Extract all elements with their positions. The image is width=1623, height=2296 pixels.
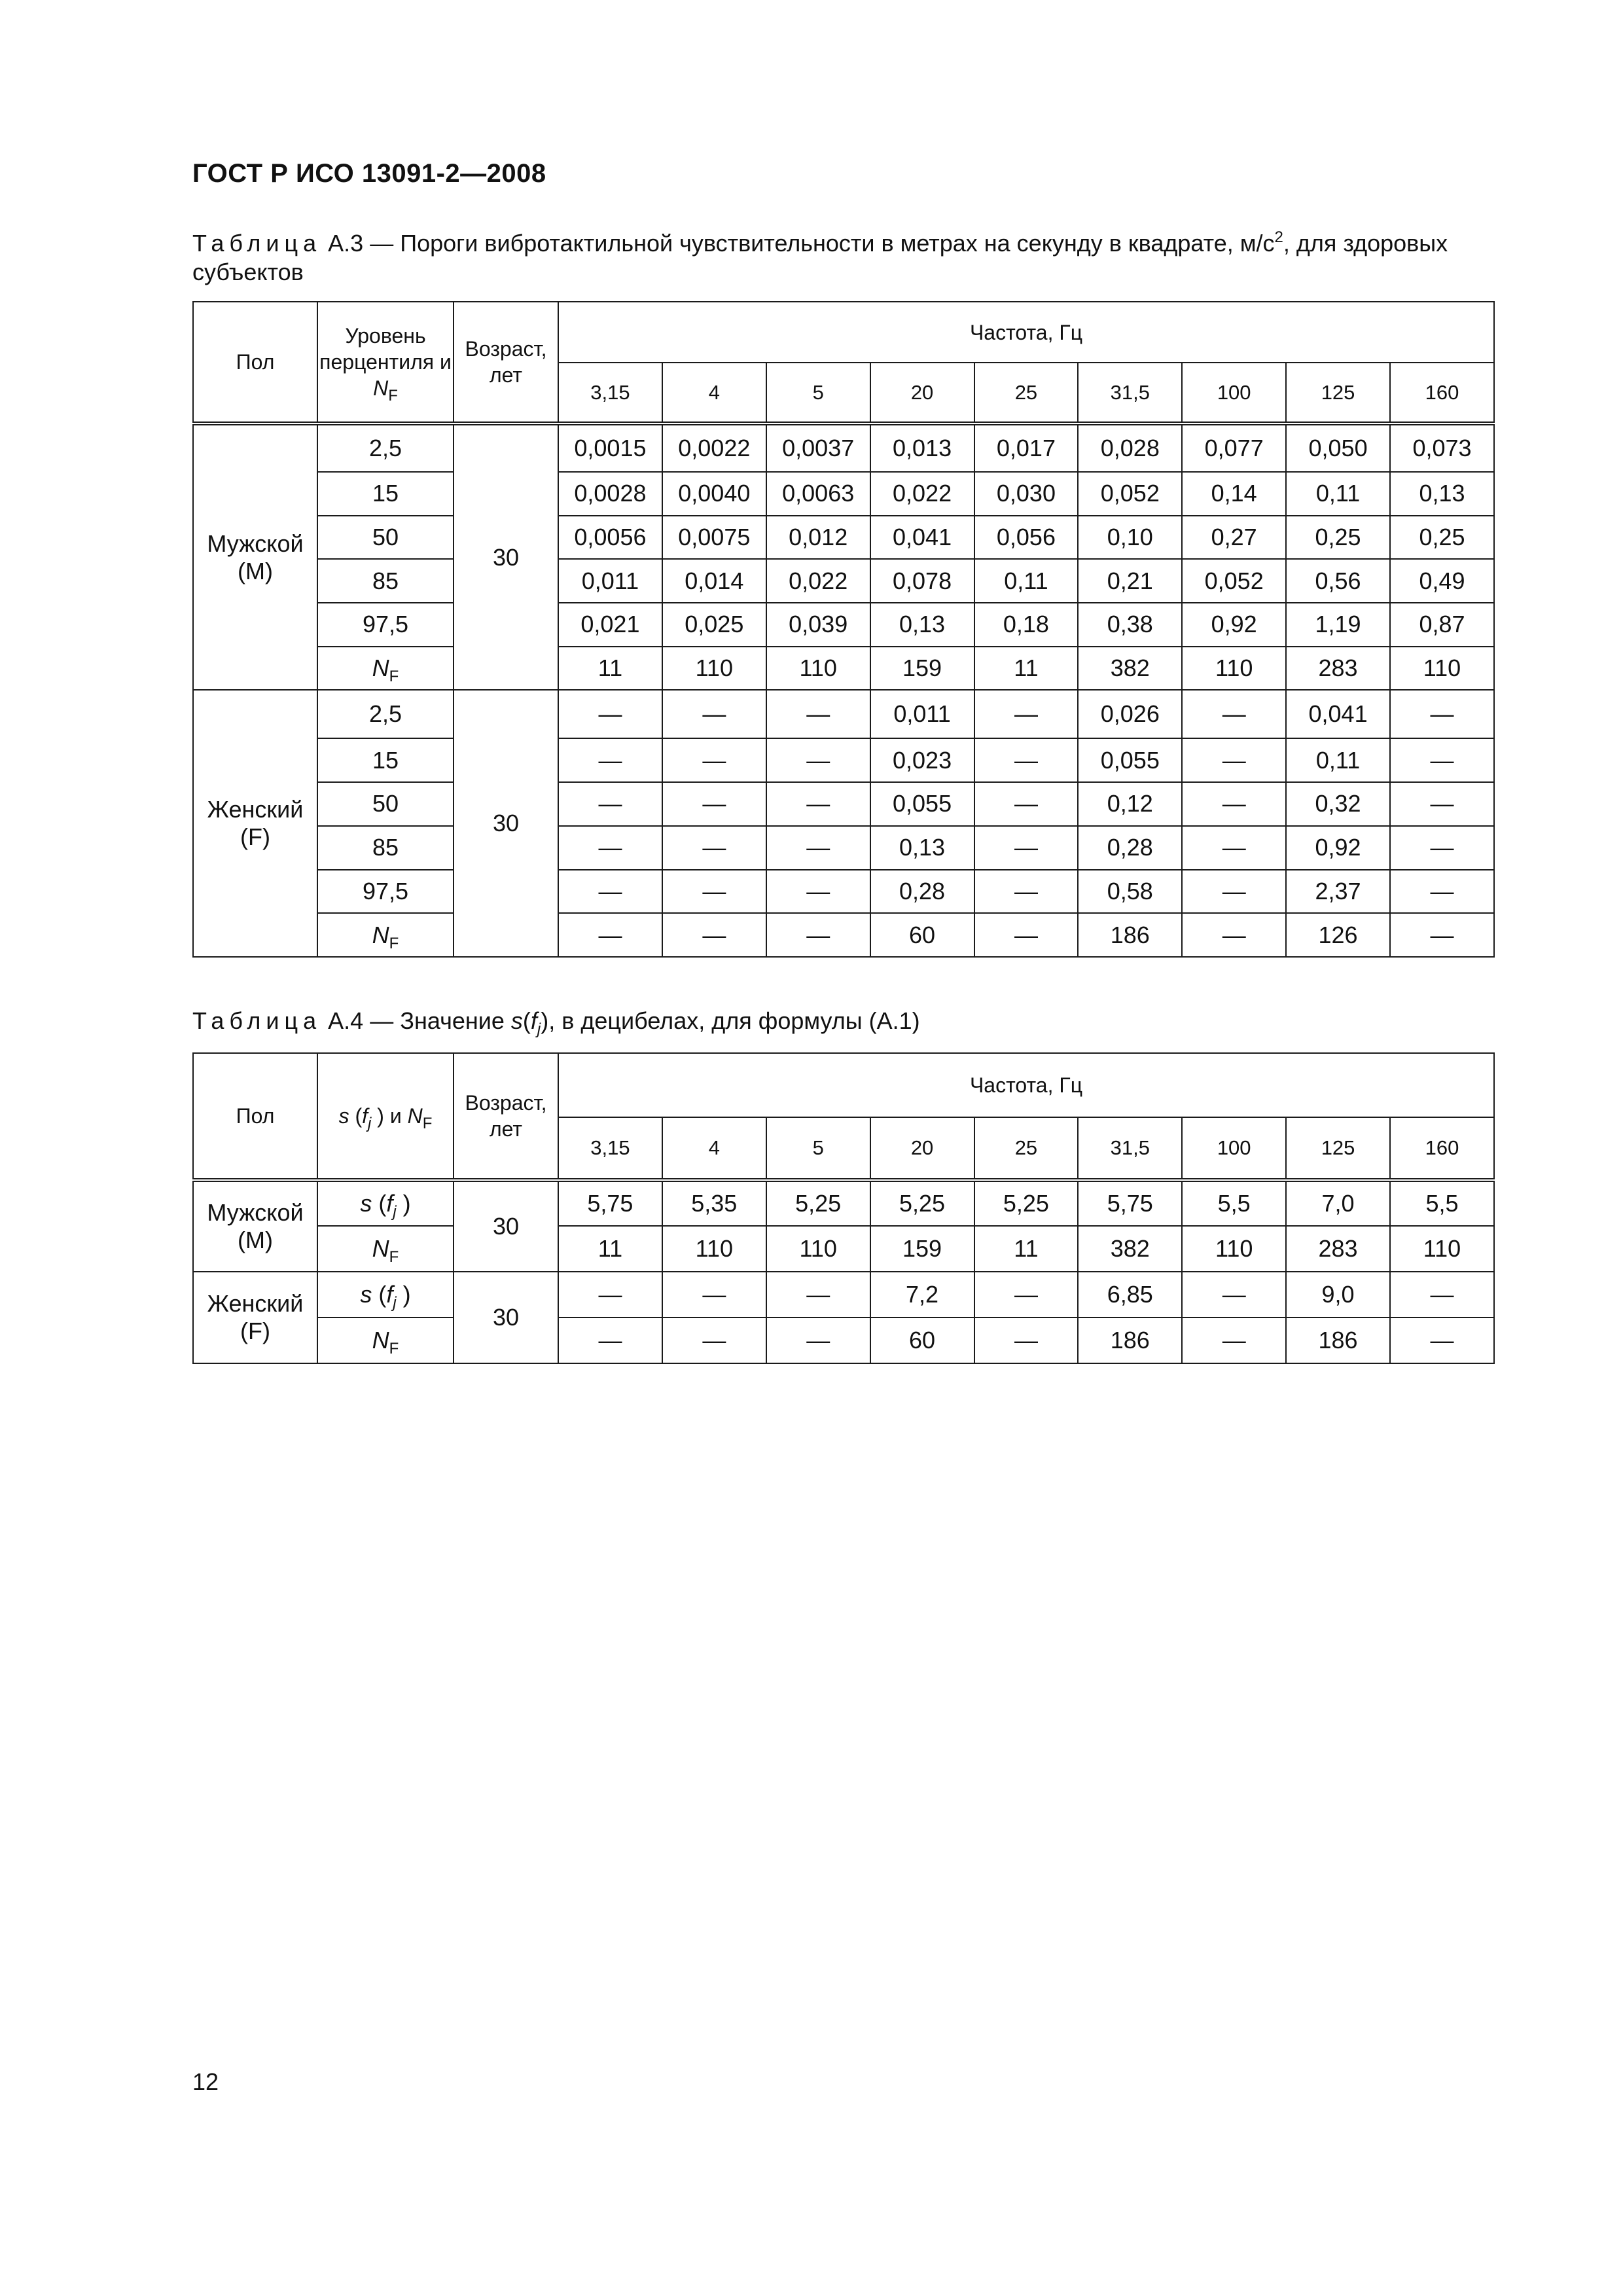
value-cell: 0,052 [1182,559,1286,603]
value-cell: — [558,690,662,738]
percentile-cell: 2,5 [317,423,454,472]
value-cell: 0,055 [870,782,974,826]
value-cell: 0,11 [1286,472,1390,516]
value-cell: 0,014 [662,559,766,603]
value-cell: 5,25 [870,1180,974,1226]
value-cell: 110 [766,647,870,691]
value-cell: 0,14 [1182,472,1286,516]
value-cell: 7,0 [1286,1180,1390,1226]
value-cell: 0,13 [870,826,974,870]
table-row [193,913,1494,957]
value-cell: — [558,826,662,870]
value-cell: — [558,738,662,782]
value-cell: — [558,870,662,914]
value-cell: 283 [1286,1226,1390,1272]
percentile-cell: 15 [317,738,454,782]
table-row [193,782,1494,826]
value-cell: — [558,913,662,957]
value-cell: — [974,1318,1079,1363]
frequency-header-cell: 100 [1182,1117,1286,1180]
value-cell: — [974,1272,1079,1318]
value-cell: 186 [1286,1318,1390,1363]
value-cell: 0,28 [1078,826,1182,870]
frequency-header-cell: 4 [662,1117,766,1180]
value-cell: 0,0037 [766,423,870,472]
frequency-header-cell: 160 [1390,363,1494,423]
col-age-header: Возраст, лет [454,302,558,423]
value-cell: 7,2 [870,1272,974,1318]
value-cell: — [766,913,870,957]
frequency-header-cell: 3,15 [558,1117,662,1180]
value-cell: 0,38 [1078,603,1182,647]
value-cell: 0,87 [1390,603,1494,647]
table-row [193,423,1494,472]
value-cell: 0,022 [870,472,974,516]
value-cell: 0,0040 [662,472,766,516]
table-row [193,1226,1494,1272]
value-cell: — [1182,826,1286,870]
value-cell: 0,25 [1390,516,1494,560]
value-cell: 0,13 [870,603,974,647]
table-row [193,1272,1494,1318]
percentile-cell: 50 [317,782,454,826]
col-freq-header: Частота, Гц [558,1053,1494,1117]
value-cell: 9,0 [1286,1272,1390,1318]
value-cell: — [1390,913,1494,957]
frequency-header-cell: 25 [974,363,1079,423]
table-a4-caption: Таблица А.4 — Значение $s(f_j)$, в децибелах, для формулы (А.1) [192,1007,920,1038]
frequency-header-cell: 5 [766,1117,870,1180]
page-number: 12 [192,2068,219,2095]
age-cell: 30 [454,1180,558,1272]
frequency-header-cell: 31,5 [1078,363,1182,423]
value-cell: 283 [1286,647,1390,691]
value-cell: — [1182,782,1286,826]
value-cell: 11 [558,647,662,691]
age-cell: 30 [454,1272,558,1363]
col-percentile-header: Уровень перцентиля и $N_F$ [317,302,454,423]
table-row [193,690,1494,738]
value-cell: 0,078 [870,559,974,603]
value-cell: — [1390,1318,1494,1363]
value-cell: 0,0015 [558,423,662,472]
document-header: ГОСТ Р ИСО 13091-2—2008 [192,159,546,188]
value-cell: 0,028 [1078,423,1182,472]
value-cell: — [1390,782,1494,826]
value-cell: 0,013 [870,423,974,472]
value-cell: — [558,1318,662,1363]
value-cell: — [558,1272,662,1318]
caption-prefix: Таблица [192,1007,322,1034]
value-cell: — [974,690,1079,738]
value-cell: 5,75 [1078,1180,1182,1226]
value-cell: 0,21 [1078,559,1182,603]
value-cell: 110 [662,1226,766,1272]
value-cell: 0,49 [1390,559,1494,603]
value-cell: 0,0022 [662,423,766,472]
value-cell: 1,19 [1286,603,1390,647]
value-cell: — [1182,870,1286,914]
value-cell: 5,35 [662,1180,766,1226]
table-row [193,559,1494,603]
value-cell: 0,073 [1390,423,1494,472]
caption-number: А.4 [328,1007,364,1034]
value-cell: 0,011 [870,690,974,738]
table-row [193,1180,1494,1226]
value-cell: 382 [1078,647,1182,691]
value-cell: 159 [870,1226,974,1272]
value-cell: 0,023 [870,738,974,782]
value-cell: 11 [974,647,1079,691]
frequency-header-cell: 25 [974,1117,1079,1180]
value-cell: 110 [766,1226,870,1272]
param-cell-s: s ($f_j$ ) [317,1180,454,1226]
value-cell: — [766,870,870,914]
value-cell: 0,25 [1286,516,1390,560]
frequency-header-cell: 160 [1390,1117,1494,1180]
value-cell: 0,041 [870,516,974,560]
value-cell: — [662,738,766,782]
value-cell: 186 [1078,1318,1182,1363]
value-cell: 0,021 [558,603,662,647]
frequency-header-cell: 5 [766,363,870,423]
percentile-cell: $N_F$ [317,647,454,691]
caption-text-end: , для здоровых субъектов [192,230,1448,285]
table-row [193,738,1494,782]
table-row [193,472,1494,516]
param-cell-n: $N_F$ [317,1318,454,1363]
frequency-header-cell: 4 [662,363,766,423]
value-cell: 0,92 [1182,603,1286,647]
value-cell: — [974,913,1079,957]
caption-prefix: Таблица [192,230,322,257]
value-cell: 0,0056 [558,516,662,560]
value-cell: 0,0063 [766,472,870,516]
value-cell: — [974,826,1079,870]
percentile-cell: $N_F$ [317,913,454,957]
value-cell: 0,27 [1182,516,1286,560]
percentile-cell: 97,5 [317,870,454,914]
frequency-header-cell: 31,5 [1078,1117,1182,1180]
value-cell: 60 [870,1318,974,1363]
caption-text: — Значение [370,1007,505,1034]
value-cell: — [974,738,1079,782]
value-cell: — [766,690,870,738]
value-cell: — [662,913,766,957]
value-cell: — [662,1272,766,1318]
value-cell: 110 [1182,1226,1286,1272]
value-cell: 0,56 [1286,559,1390,603]
value-cell: — [558,782,662,826]
table-row [193,1318,1494,1363]
value-cell: 159 [870,647,974,691]
table-row [193,647,1494,691]
value-cell: — [662,690,766,738]
value-cell: — [766,738,870,782]
value-cell: 0,18 [974,603,1079,647]
value-cell: 0,28 [870,870,974,914]
value-cell: 0,58 [1078,870,1182,914]
value-cell: 110 [662,647,766,691]
value-cell: 5,75 [558,1180,662,1226]
sex-cell: Мужской (M) [193,423,317,690]
value-cell: 0,92 [1286,826,1390,870]
frequency-header-cell: 3,15 [558,363,662,423]
value-cell: — [974,870,1079,914]
value-cell: 0,32 [1286,782,1390,826]
value-cell: 0,025 [662,603,766,647]
col-param-header: s ($f_j$ ) и $N_F$ [317,1053,454,1180]
value-cell: 0,011 [558,559,662,603]
value-cell: 0,12 [1078,782,1182,826]
table-row [193,603,1494,647]
table-row [193,870,1494,914]
percentile-cell: 97,5 [317,603,454,647]
frequency-header-cell: 125 [1286,1117,1390,1180]
value-cell: — [662,870,766,914]
value-cell: — [1182,1272,1286,1318]
value-cell: — [974,782,1079,826]
value-cell: — [1182,913,1286,957]
value-cell: 5,5 [1390,1180,1494,1226]
value-cell: 0,0028 [558,472,662,516]
col-sex-header: Пол [193,302,317,423]
value-cell: — [1182,690,1286,738]
frequency-header-cell: 20 [870,363,974,423]
table-row [193,516,1494,560]
value-cell: 0,11 [1286,738,1390,782]
caption-number: А.3 [328,230,364,257]
value-cell: — [766,1318,870,1363]
table-a3-caption [192,229,1495,287]
age-cell: 30 [454,423,558,690]
caption-sup: 2 [1274,228,1283,246]
frequency-header-cell: 125 [1286,363,1390,423]
value-cell: 5,5 [1182,1180,1286,1226]
param-cell-s: s ($f_j$ ) [317,1272,454,1318]
value-cell: — [1182,738,1286,782]
value-cell: — [662,826,766,870]
col-sex-header: Пол [193,1053,317,1180]
value-cell: 6,85 [1078,1272,1182,1318]
value-cell: — [1390,826,1494,870]
value-cell: 110 [1390,1226,1494,1272]
table-a4 [192,1052,1495,1364]
value-cell: 382 [1078,1226,1182,1272]
value-cell: — [1182,1318,1286,1363]
value-cell: — [662,1318,766,1363]
value-cell: 0,077 [1182,423,1286,472]
value-cell: 126 [1286,913,1390,957]
value-cell: — [1390,690,1494,738]
value-cell: — [1390,738,1494,782]
col-age-header: Возраст, лет [454,1053,558,1180]
value-cell: 0,030 [974,472,1079,516]
frequency-header-cell: 20 [870,1117,974,1180]
value-cell: 0,052 [1078,472,1182,516]
value-cell: 0,056 [974,516,1079,560]
percentile-cell: 85 [317,559,454,603]
sex-cell: Мужской (M) [193,1180,317,1272]
value-cell: 0,10 [1078,516,1182,560]
value-cell: 2,37 [1286,870,1390,914]
col-freq-header: Частота, Гц [558,302,1494,363]
value-cell: 0,017 [974,423,1079,472]
value-cell: 0,012 [766,516,870,560]
age-cell: 30 [454,690,558,956]
value-cell: — [766,826,870,870]
value-cell: 0,050 [1286,423,1390,472]
percentile-cell: 15 [317,472,454,516]
value-cell: 5,25 [766,1180,870,1226]
sex-cell: Женский (F) [193,690,317,956]
value-cell: — [662,782,766,826]
value-cell: 110 [1390,647,1494,691]
value-cell: — [766,782,870,826]
value-cell: 11 [974,1226,1079,1272]
value-cell: 11 [558,1226,662,1272]
percentile-cell: 50 [317,516,454,560]
value-cell: 60 [870,913,974,957]
value-cell: 0,022 [766,559,870,603]
value-cell: 0,039 [766,603,870,647]
value-cell: 0,13 [1390,472,1494,516]
value-cell: — [1390,870,1494,914]
caption-text: — Пороги вибротактильной чувствительности в метрах на секунду в квадрате, м/с [370,230,1275,257]
percentile-cell: 2,5 [317,690,454,738]
value-cell: 0,0075 [662,516,766,560]
table-a3 [192,301,1495,958]
param-cell-n: $N_F$ [317,1226,454,1272]
value-cell: 0,11 [974,559,1079,603]
value-cell: 5,25 [974,1180,1079,1226]
value-cell: 0,026 [1078,690,1182,738]
table-row [193,826,1494,870]
value-cell: — [766,1272,870,1318]
caption-text-end: ), в децибелах, для формулы (А.1) [541,1007,920,1034]
percentile-cell: 85 [317,826,454,870]
sex-cell: Женский (F) [193,1272,317,1363]
value-cell: 110 [1182,647,1286,691]
frequency-header-cell: 100 [1182,363,1286,423]
value-cell: 0,041 [1286,690,1390,738]
value-cell: 0,055 [1078,738,1182,782]
value-cell: — [1390,1272,1494,1318]
value-cell: 186 [1078,913,1182,957]
